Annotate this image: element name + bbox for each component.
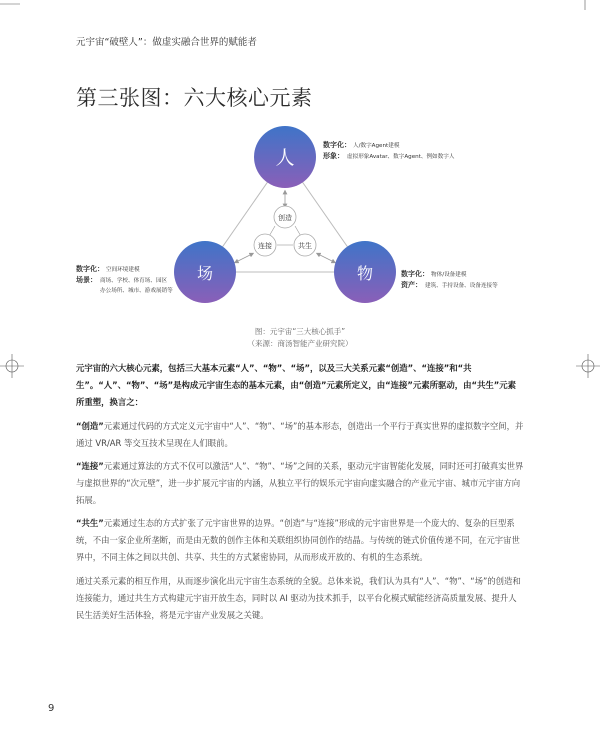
paragraph-connect (76, 458, 524, 509)
paragraph-intro-text: 元宇宙的六大核心元素，包括三大基本元素“人”、“物”、“场”，以及三大关系元素“创造”、“连接”和“共生”。“人”、“物”、“场”是构成元宇宙生态的基本元素，由“创造”元素所定义，由“连接”元素所驱动，由“共生”元素所重塑，换言之： (76, 363, 517, 407)
svg-text:虚拟形象Avatar、数字Agent、例如数字人: 虚拟形象Avatar、数字Agent、例如数字人 (347, 154, 455, 160)
paragraph-create (76, 418, 524, 452)
svg-text:资产：: 资产： (401, 281, 422, 289)
paragraph-coexist (76, 515, 524, 566)
svg-text:建筑、手持设备、设备连接等: 建筑、手持设备、设备连接等 (425, 283, 498, 289)
node-object-label: 物 (356, 264, 374, 283)
svg-text:物体/设备建模: 物体/设备建模 (431, 272, 467, 278)
svg-text:商场、学校、体育场、园区: 商场、学校、体育场、园区 (100, 278, 168, 284)
figure-caption: 图：元宇宙“三大核心抓手” (254, 327, 346, 336)
svg-text:数字化：: 数字化： (323, 141, 351, 149)
page-number: 9 (48, 703, 55, 714)
annotation-object (401, 269, 498, 289)
svg-text:形象：: 形象： (323, 152, 344, 160)
node-person-label: 人 (275, 147, 295, 169)
annotation-place (76, 264, 173, 294)
paragraph-intro (76, 360, 524, 411)
page-title: 第三张图：六大核心元素 (76, 86, 313, 110)
paragraph-create-text: 元素通过代码的方式定义元宇宙中“人”、“物”、“场”的基本形态，创造出一个平行于真实世界的虚拟数字空间，并通过 VR/AR 等交互技术呈现在人们眼前。 (76, 421, 524, 448)
arrow-place-connect (236, 254, 252, 262)
svg-text:空间环境建模: 空间环境建模 (106, 267, 140, 273)
paragraph-coexist-lead: “共生” (76, 518, 104, 528)
running-header: 元宇宙“破壁人”：做虚实融合世界的赋能者 (76, 37, 257, 48)
node-create-label: 创造 (278, 214, 292, 222)
paragraph-connect-lead: “连接” (76, 461, 104, 471)
paragraph-conclusion (76, 573, 524, 624)
svg-text:数字化：: 数字化： (76, 265, 104, 273)
svg-text:人/数字Agent建模: 人/数字Agent建模 (353, 143, 400, 149)
paragraph-create-lead: “创造” (76, 421, 104, 431)
node-connect-label: 连接 (258, 242, 272, 250)
svg-text:数字化：: 数字化： (401, 270, 429, 278)
node-place-label: 场 (196, 264, 214, 283)
paragraph-conclusion-text: 通过关系元素的相互作用，从而逐步演化出元宇宙生态系统的全貌。总体来说，我们认为具有“人”、“物”、“场”的创造和连接能力，通过共生方式构建元宇宙开放生态，同时以 AI 驱动为技术抓手，以平台化模式赋能经济高质量发展、提升人民生活美好生活体验，将是元宇宙产业发展之关键。 (76, 576, 521, 620)
arrow-object-coexist (318, 254, 334, 262)
figure-source: （来源：商汤智能产业研究院） (247, 339, 353, 348)
paragraph-coexist-text: 元素通过生态的方式扩张了元宇宙世界的边界。“创造”与“连接”形成的元宇宙世界是一个庞大的、复杂的巨型系统，不由一家企业所垄断，而是由无数的创作主体和关联组织协同创作的结晶。与传统的链式价值传递不同，在元宇宙世界中，不同主体之间以共创、共享、共生的方式紧密协同，从而形成开放的、有机的生态系统。 (76, 518, 520, 562)
node-coexist-label: 共生 (298, 242, 312, 250)
svg-text:场景：: 场景： (76, 276, 97, 284)
annotation-person (323, 140, 455, 160)
paragraph-connect-text: 元素通过算法的方式不仅可以激活“人”、“物”、“场”之间的关系，驱动元宇宙智能化发展，同时还可打破真实世界与虚拟世界的“次元壁”，进一步扩展元宇宙的内涵，从独立平行的娱乐元宇宙向虚实融合的产业元宇宙、城市元宇宙方向拓展。 (76, 461, 524, 505)
svg-text:办公场所、城市、游戏展销等: 办公场所、城市、游戏展销等 (100, 288, 173, 294)
